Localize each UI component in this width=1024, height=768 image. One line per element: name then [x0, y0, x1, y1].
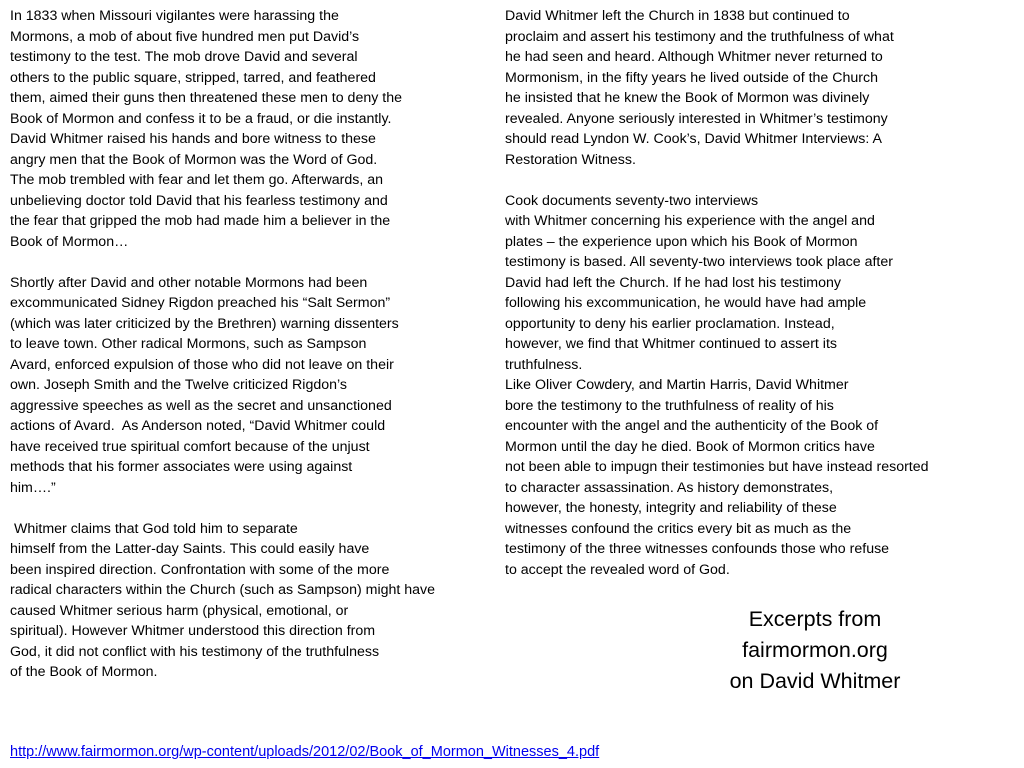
text-line: Mormonism, in the fifty years he lived outside of the Church [505, 69, 878, 86]
text-line: plates – the experience upon which his Book of Mormon [505, 233, 858, 250]
text-line: witnesses confound the critics every bit as much as the [505, 520, 852, 537]
text-line: he insisted that he knew the Book of Mormon was divinely [505, 90, 870, 106]
source-link[interactable]: http://www.fairmormon.org/wp-content/uploads/2012/02/Book_of_Mormon_Witnesses_4.pdf [10, 744, 600, 760]
text-line: have received true spiritual comfort because of the unjust [10, 438, 370, 455]
text-line [505, 170, 1015, 191]
text-line: own. Joseph Smith and the Twelve criticized Rigdon’s [10, 377, 348, 393]
text-line: following his excommunication, he would have had ample [505, 295, 867, 311]
text-line: angry men that the Book of Mormon was the Word of God. [10, 151, 378, 168]
text-line: not been able to impugn their testimonies but have instead resorted [505, 459, 929, 475]
text-line: aggressive speeches as well as the secret and unsanctioned [10, 397, 392, 414]
text-line: David Whitmer raised his hands and bore witness to these [10, 131, 376, 147]
text-line: revealed. Anyone seriously interested in Whitmer’s testimony [505, 110, 888, 127]
text-line: David had left the Church. If he had lost his testimony [505, 274, 841, 291]
text-line: The mob trembled with fear and let them go. Afterwards, an [10, 172, 384, 188]
text-line: Avard, enforced expulsion of those who did not leave on their [10, 356, 394, 373]
text-line: excommunicated Sidney Rigdon preached his “Salt Sermon” [10, 295, 391, 311]
text-line: Restoration Witness. [505, 151, 636, 168]
text-line: he had seen and heard. Although Whitmer never returned to [505, 49, 883, 65]
text-line: Mormon until the day he died. Book of Mormon critics have [505, 438, 875, 455]
text-line: Book of Mormon… [10, 233, 129, 250]
text-line: David Whitmer left the Church in 1838 but continued to [505, 8, 850, 24]
text-line: testimony of the three witnesses confounds those who refuse [505, 541, 890, 557]
text-line: should read Lyndon W. Cook’s, David Whitmer Interviews: A [505, 131, 882, 147]
text-line: unbelieving doctor told David that his fearless testimony and [10, 192, 388, 209]
text-line: however, the honesty, integrity and reliability of these [505, 500, 837, 516]
text-line: Excerpts from [748, 607, 882, 631]
text-line: to accept the revealed word of God. [505, 561, 730, 578]
text-line: methods that his former associates were using against [10, 459, 353, 475]
text-line: others to the public square, stripped, tarred, and feathered [10, 69, 376, 86]
text-line: fairmormon.org [742, 638, 888, 662]
text-line: to character assassination. As history demonstrates, [505, 479, 834, 496]
text-line: bore the testimony to the truthfulness of reality of his [505, 397, 834, 414]
text-line: on David Whitmer [729, 669, 901, 693]
text-line: him….” [10, 479, 56, 496]
text-line: testimony to the test. The mob drove David and several [10, 49, 358, 65]
caption [700, 604, 930, 697]
text-line: to leave town. Other radical Mormons, such as Sampson [10, 336, 367, 352]
text-line: radical characters within the Church (such as Sampson) might have [10, 582, 436, 598]
text-line: truthfulness. [505, 356, 583, 373]
text-line: himself from the Latter-day Saints. This could easily have [10, 541, 370, 557]
text-line: spiritual). However Whitmer understood this direction from [10, 623, 376, 639]
text-line: opportunity to deny his earlier proclamation. Instead, [505, 315, 835, 332]
text-line: of the Book of Mormon. [10, 664, 158, 680]
text-line: In 1833 when Missouri vigilantes were harassing the [10, 8, 339, 24]
text-line: Book of Mormon and confess it to be a fraud, or die instantly. [10, 110, 392, 127]
text-line: with Whitmer concerning his experience with the angel and [505, 213, 875, 229]
text-line: encounter with the angel and the authenticity of the Book of [505, 418, 879, 434]
text-line: Whitmer claims that God told him to separate [10, 520, 298, 537]
text-line: them, aimed their guns then threatened these men to deny the [10, 90, 402, 106]
text-line: Cook documents seventy-two interviews [505, 192, 759, 209]
text-line: however, we find that Whitmer continued to assert its [505, 336, 837, 352]
text-line [10, 252, 500, 273]
right-column [505, 6, 1015, 580]
text-line: God, it did not conflict with his testimony of the truthfulness [10, 643, 380, 660]
text-line: caused Whitmer serious harm (physical, emotional, or [10, 602, 349, 619]
text-line [10, 498, 500, 519]
left-column [10, 6, 500, 683]
text-line: Mormons, a mob of about five hundred men put David’s [10, 28, 360, 45]
text-line: proclaim and assert his testimony and the truthfulness of what [505, 28, 894, 45]
text-line: Like Oliver Cowdery, and Martin Harris, David Whitmer [505, 377, 849, 393]
text-line: the fear that gripped the mob had made him a believer in the [10, 213, 391, 229]
text-line: been inspired direction. Confrontation with some of the more [10, 561, 390, 578]
text-line: testimony is based. All seventy-two interviews took place after [505, 254, 893, 270]
text-line: Shortly after David and other notable Mormons had been [10, 274, 368, 291]
text-line: (which was later criticized by the Brethren) warning dissenters [10, 315, 399, 332]
text-line: actions of Avard. As Anderson noted, “David Whitmer could [10, 418, 386, 434]
